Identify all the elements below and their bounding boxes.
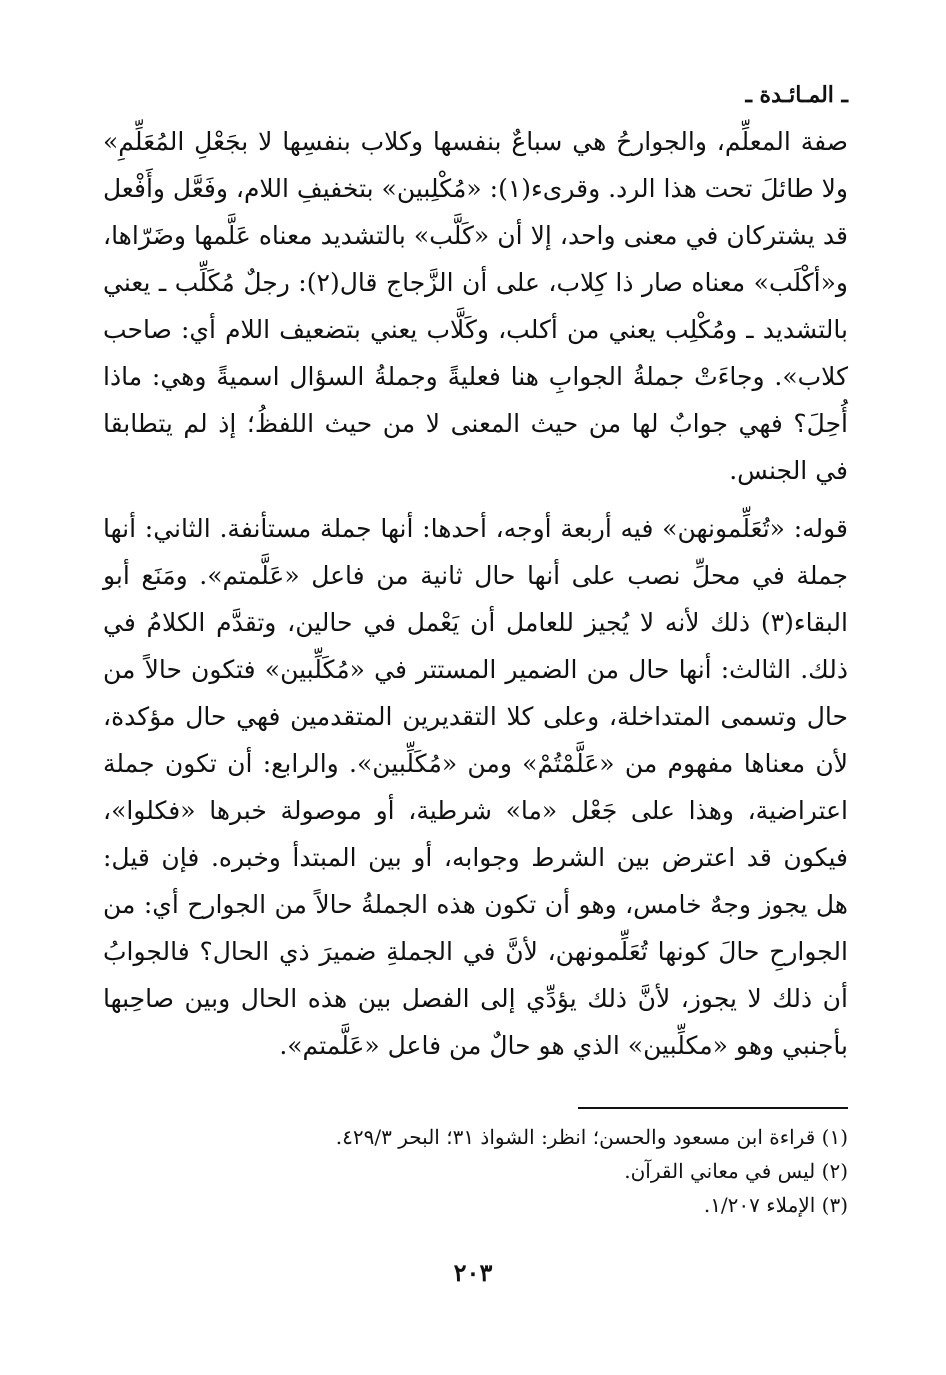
paragraph-text: قوله: «تُعَلِّمونهن» فيه أربعة أوجه، أحدها: أنها جملة مستأنفة. الثاني: أنها جملة في محلِّ نصب على أنها حال ثانية من فاعل «عَلَّمتم». ومَنَع أبو البقاء(٣) ذلك لأنه لا يُجيز للعامل أن يَعْمل في حالين، وتقدَّم الكلامُ في ذلك. الثالث: أنها حال من الضمير المستتر في «مُكَلِّبين» فتكون حالاً من حال وتسمى المتداخلة، وعلى كلا التقديرين المتقدمين فهي حال مؤكدة، لأن معناها مفهوم من «عَلَّمْتُمْ» ومن «مُكَلِّبين». والرابع: أن تكون جملة اعتراضية، وهذا على جَعْل «ما» شرطية، أو موصولة خبرها «فكلوا»، فيكون قد اعترض بين الشرط وجوابه، أو بين المبتدأ وخبره. فإن قيل: هل يجوز وجهٌ خامس، وهو أن تكون هذه الجملةُ حالاً من الجوارح أي: من الجوارحِ حالَ كونها تُعَلِّمونهن، لأنَّ في الجملةِ ضميرَ ذي الحال؟ فالجوابُ أن ذلك لا يجوز، لأنَّ ذلك يؤدِّي إلى الفصل بين هذه الحال وبين صاحِبها بأجنبي وهو «مكلِّبين» الذي هو حالٌ من فاعل «عَلَّمتم». — [103, 514, 848, 1060]
page-number: ٢٠٣ — [453, 1258, 493, 1287]
footnote-2: (٢) ليس في معاني القرآن. — [624, 1159, 848, 1183]
running-header: ـ المـائـدة ـ — [745, 82, 848, 108]
paragraph-text: صفة المعلِّم، والجوارحُ هي سباعٌ بنفسها وكلاب بنفسِها لا بجَعْلِ المُعَلِّمِ» ولا طائلَ تحت هذا الرد. وقرىء(١): «مُكْلِبين» بتخفيفِ اللام، وفَعَّل وأَفْعل قد يشتركان في معنى واحد، إلا أن «كَلَّب» بالتشديد معناه عَلَّمها وضَرّاها، و«أكْلَب» معناه صار ذا كِلاب، على أن الزَّجاج قال(٢): رجلٌ مُكَلِّب ـ يعني بالتشديد ـ ومُكْلِب يعني من أكلب، وكَلَّاب يعني بتضعيف اللام أي: صاحب كلاب». وجاءَتْ جملةُ الجوابِ هنا فعليةً وجملةُ السؤال اسميةً وهي: ماذا أُحِلَ؟ فهي جوابٌ لها من حيث المعنى لا من حيث اللفظُ؛ إذ لم يتطابقا في الجنس. — [103, 127, 849, 485]
footnote-separator — [578, 1107, 848, 1109]
footnote-3: (٣) الإملاء ١/٢٠٧. — [703, 1193, 848, 1217]
body-paragraph-2 — [103, 505, 848, 1069]
body-paragraph-1 — [103, 118, 848, 494]
footnotes-list — [103, 1120, 848, 1222]
footnote-1: (١) قراءة ابن مسعود والحسن؛ انظر: الشواذ ٣١؛ البحر ٤٢٩/٣. — [335, 1125, 848, 1149]
